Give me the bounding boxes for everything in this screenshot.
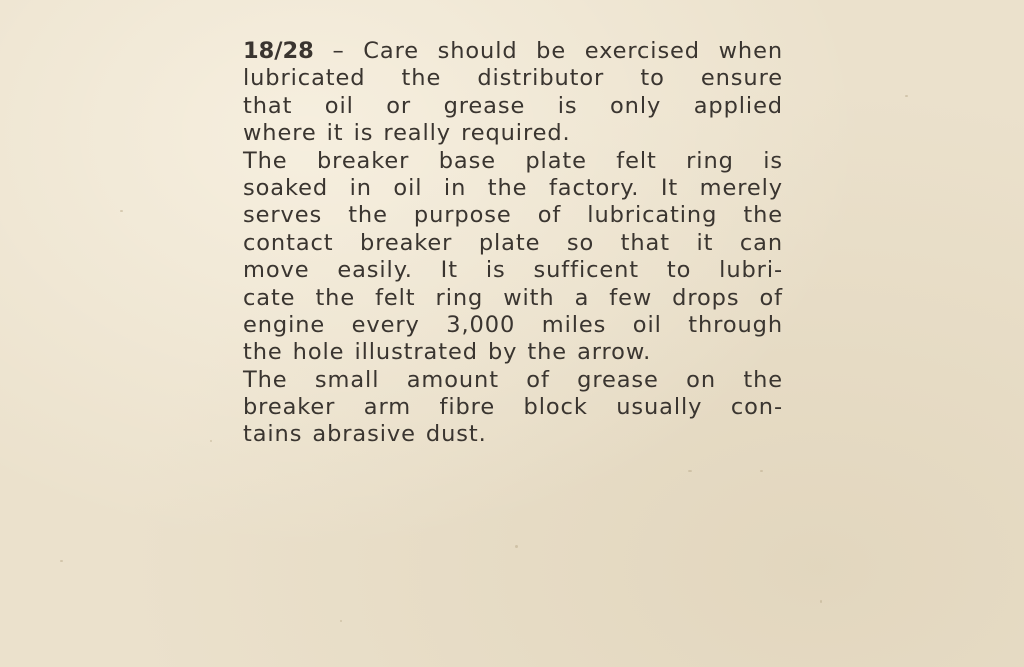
paper-fleck	[210, 440, 212, 442]
paper-fleck	[515, 545, 518, 548]
line-text: cate the felt ring with a few drops of	[243, 284, 783, 311]
text-line	[243, 120, 783, 147]
line-text: – Care should be exercised when	[313, 38, 783, 64]
paper-fleck	[820, 600, 822, 603]
line-text: that oil or grease is only applied	[243, 92, 783, 119]
line-text: The small amount of grease on the	[243, 366, 783, 393]
paper-fleck	[760, 470, 763, 472]
line-text: The breaker base plate felt ring is	[243, 147, 783, 174]
text-line	[243, 312, 783, 339]
line-text: contact breaker plate so that it can	[243, 229, 783, 256]
line-text: breaker arm fibre block usually con-	[243, 394, 783, 421]
text-line	[243, 65, 783, 92]
line-text: the hole illustrated by the arrow.	[243, 339, 652, 366]
text-line	[243, 421, 783, 448]
paper-fleck	[60, 560, 63, 562]
paper-fleck	[120, 210, 123, 212]
line-text: move easily. It is sufficent to lubri-	[243, 257, 783, 284]
text-line	[243, 175, 783, 202]
text-line	[243, 339, 783, 366]
line-text: lubricated the distributor to ensure	[243, 65, 783, 92]
text-line	[243, 38, 783, 65]
paper-fleck	[905, 95, 908, 97]
paper-fleck	[688, 470, 692, 472]
manual-paragraph	[243, 38, 783, 449]
text-line	[243, 394, 783, 421]
text-line	[243, 285, 783, 312]
line-text: engine every 3,000 miles oil through	[243, 311, 783, 338]
text-line	[243, 257, 783, 284]
text-line	[243, 367, 783, 394]
paper-fleck	[340, 620, 342, 622]
text-line	[243, 202, 783, 229]
section-number: 18/28	[243, 38, 314, 64]
line-text: where it is really required.	[243, 120, 571, 147]
line-text: serves the purpose of lubricating the	[243, 202, 783, 229]
line-text: soaked in oil in the factory. It merely	[243, 174, 783, 201]
text-line	[243, 148, 783, 175]
line-text: tains abrasive dust.	[243, 421, 487, 448]
text-line	[243, 93, 783, 120]
text-line	[243, 230, 783, 257]
